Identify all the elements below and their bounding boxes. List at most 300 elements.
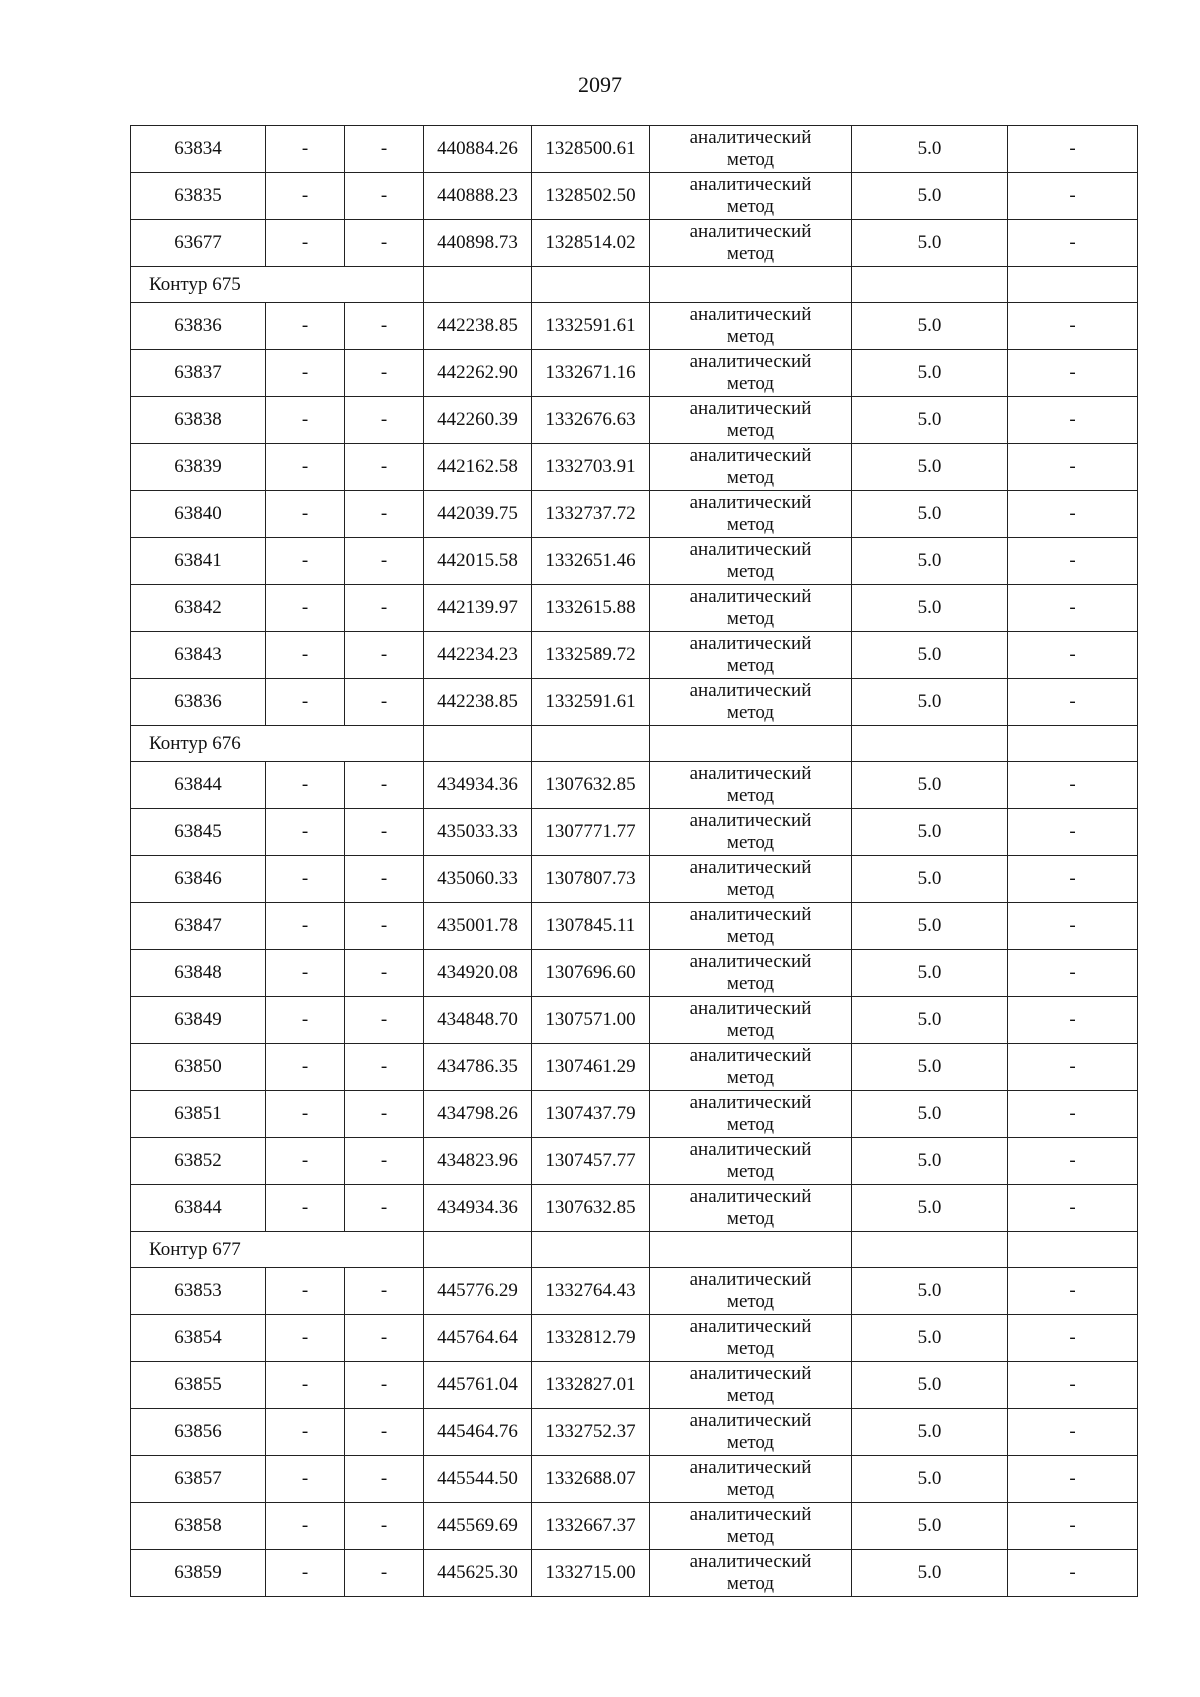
note-cell: - — [1008, 1138, 1138, 1185]
dash-cell: - — [266, 350, 345, 397]
dash-cell: - — [345, 1185, 424, 1232]
method-line-1: аналитический — [689, 398, 812, 419]
dash-cell: - — [266, 1091, 345, 1138]
dash-cell: - — [266, 1362, 345, 1409]
method-line-2: метод — [726, 1161, 775, 1182]
point-id-cell: 63834 — [131, 126, 266, 173]
table-row — [131, 585, 1138, 632]
x-coordinate-cell: 442162.58 — [424, 444, 532, 491]
accuracy-cell: 5.0 — [852, 444, 1008, 491]
dash-cell: - — [345, 997, 424, 1044]
y-coordinate-cell: 1332671.16 — [532, 350, 650, 397]
point-id-cell: 63841 — [131, 538, 266, 585]
note-cell: - — [1008, 444, 1138, 491]
table-row — [131, 632, 1138, 679]
note-cell: - — [1008, 1550, 1138, 1597]
table-row — [131, 1091, 1138, 1138]
dash-cell: - — [266, 538, 345, 585]
dash-cell: - — [345, 491, 424, 538]
dash-cell: - — [345, 444, 424, 491]
method-cell — [650, 126, 852, 173]
table-row — [131, 1409, 1138, 1456]
table-row — [131, 350, 1138, 397]
note-cell: - — [1008, 1409, 1138, 1456]
method-line-2: метод — [726, 373, 775, 394]
method-line-2: метод — [726, 561, 775, 582]
table-row — [131, 303, 1138, 350]
point-id-cell: 63844 — [131, 762, 266, 809]
coordinates-table — [130, 125, 1138, 1597]
method-cell — [650, 809, 852, 856]
empty-cell — [424, 1232, 532, 1268]
method-line-2: метод — [726, 514, 775, 535]
method-line-2: метод — [726, 655, 775, 676]
method-line-1: аналитический — [689, 951, 812, 972]
table-row — [131, 856, 1138, 903]
method-cell — [650, 950, 852, 997]
note-cell: - — [1008, 903, 1138, 950]
y-coordinate-cell: 1307632.85 — [532, 762, 650, 809]
point-id-cell: 63835 — [131, 173, 266, 220]
method-cell — [650, 1550, 852, 1597]
point-id-cell: 63847 — [131, 903, 266, 950]
y-coordinate-cell: 1332737.72 — [532, 491, 650, 538]
dash-cell: - — [345, 950, 424, 997]
table-row — [131, 1550, 1138, 1597]
y-coordinate-cell: 1332688.07 — [532, 1456, 650, 1503]
dash-cell: - — [345, 1091, 424, 1138]
method-cell — [650, 585, 852, 632]
method-line-2: метод — [726, 1479, 775, 1500]
note-cell: - — [1008, 950, 1138, 997]
point-id-cell: 63857 — [131, 1456, 266, 1503]
x-coordinate-cell: 442015.58 — [424, 538, 532, 585]
empty-cell — [532, 726, 650, 762]
dash-cell: - — [266, 444, 345, 491]
x-coordinate-cell: 440884.26 — [424, 126, 532, 173]
method-line-1: аналитический — [689, 857, 812, 878]
x-coordinate-cell: 445544.50 — [424, 1456, 532, 1503]
y-coordinate-cell: 1307437.79 — [532, 1091, 650, 1138]
accuracy-cell: 5.0 — [852, 173, 1008, 220]
method-line-2: метод — [726, 1338, 775, 1359]
note-cell: - — [1008, 491, 1138, 538]
table-row — [131, 1315, 1138, 1362]
accuracy-cell: 5.0 — [852, 997, 1008, 1044]
contour-label: Контур 675 — [131, 267, 424, 303]
x-coordinate-cell: 442238.85 — [424, 303, 532, 350]
contour-header-row — [131, 726, 1138, 762]
x-coordinate-cell: 445764.64 — [424, 1315, 532, 1362]
y-coordinate-cell: 1332651.46 — [532, 538, 650, 585]
table-row — [131, 1044, 1138, 1091]
dash-cell: - — [345, 173, 424, 220]
x-coordinate-cell: 445569.69 — [424, 1503, 532, 1550]
dash-cell: - — [266, 126, 345, 173]
y-coordinate-cell: 1307457.77 — [532, 1138, 650, 1185]
accuracy-cell: 5.0 — [852, 1550, 1008, 1597]
dash-cell: - — [266, 762, 345, 809]
method-line-1: аналитический — [689, 998, 812, 1019]
method-cell — [650, 1044, 852, 1091]
method-line-2: метод — [726, 326, 775, 347]
y-coordinate-cell: 1307571.00 — [532, 997, 650, 1044]
method-line-1: аналитический — [689, 1316, 812, 1337]
dash-cell: - — [345, 632, 424, 679]
x-coordinate-cell: 440898.73 — [424, 220, 532, 267]
dash-cell: - — [266, 1550, 345, 1597]
method-line-2: метод — [726, 832, 775, 853]
method-line-1: аналитический — [689, 351, 812, 372]
point-id-cell: 63850 — [131, 1044, 266, 1091]
method-line-2: метод — [726, 1208, 775, 1229]
accuracy-cell: 5.0 — [852, 1091, 1008, 1138]
x-coordinate-cell: 442234.23 — [424, 632, 532, 679]
note-cell: - — [1008, 538, 1138, 585]
empty-cell — [852, 726, 1008, 762]
dash-cell: - — [266, 1409, 345, 1456]
y-coordinate-cell: 1307845.11 — [532, 903, 650, 950]
accuracy-cell: 5.0 — [852, 126, 1008, 173]
method-cell — [650, 1091, 852, 1138]
x-coordinate-cell: 445776.29 — [424, 1268, 532, 1315]
y-coordinate-cell: 1307696.60 — [532, 950, 650, 997]
point-id-cell: 63848 — [131, 950, 266, 997]
dash-cell: - — [266, 1185, 345, 1232]
table-row — [131, 1456, 1138, 1503]
method-line-1: аналитический — [689, 810, 812, 831]
dash-cell: - — [345, 1456, 424, 1503]
method-cell — [650, 444, 852, 491]
method-line-2: метод — [726, 1114, 775, 1135]
point-id-cell: 63853 — [131, 1268, 266, 1315]
method-cell — [650, 1503, 852, 1550]
method-line-1: аналитический — [689, 680, 812, 701]
dash-cell: - — [266, 903, 345, 950]
y-coordinate-cell: 1332715.00 — [532, 1550, 650, 1597]
y-coordinate-cell: 1332676.63 — [532, 397, 650, 444]
accuracy-cell: 5.0 — [852, 1456, 1008, 1503]
x-coordinate-cell: 445625.30 — [424, 1550, 532, 1597]
y-coordinate-cell: 1328502.50 — [532, 173, 650, 220]
table-row — [131, 173, 1138, 220]
note-cell: - — [1008, 679, 1138, 726]
method-line-1: аналитический — [689, 586, 812, 607]
y-coordinate-cell: 1328514.02 — [532, 220, 650, 267]
point-id-cell: 63837 — [131, 350, 266, 397]
dash-cell: - — [266, 1268, 345, 1315]
note-cell: - — [1008, 173, 1138, 220]
dash-cell: - — [345, 1409, 424, 1456]
dash-cell: - — [266, 997, 345, 1044]
method-line-1: аналитический — [689, 445, 812, 466]
note-cell: - — [1008, 809, 1138, 856]
empty-cell — [424, 726, 532, 762]
note-cell: - — [1008, 585, 1138, 632]
point-id-cell: 63836 — [131, 679, 266, 726]
note-cell: - — [1008, 762, 1138, 809]
method-line-1: аналитический — [689, 304, 812, 325]
point-id-cell: 63859 — [131, 1550, 266, 1597]
method-line-1: аналитический — [689, 904, 812, 925]
note-cell: - — [1008, 1315, 1138, 1362]
dash-cell: - — [345, 350, 424, 397]
empty-cell — [1008, 1232, 1138, 1268]
dash-cell: - — [345, 1044, 424, 1091]
empty-cell — [650, 1232, 852, 1268]
accuracy-cell: 5.0 — [852, 1138, 1008, 1185]
method-line-1: аналитический — [689, 1092, 812, 1113]
dash-cell: - — [345, 220, 424, 267]
dash-cell: - — [266, 1503, 345, 1550]
method-line-1: аналитический — [689, 221, 812, 242]
accuracy-cell: 5.0 — [852, 809, 1008, 856]
table-row — [131, 1138, 1138, 1185]
method-cell — [650, 1362, 852, 1409]
accuracy-cell: 5.0 — [852, 1044, 1008, 1091]
point-id-cell: 63842 — [131, 585, 266, 632]
table-row — [131, 1503, 1138, 1550]
method-line-2: метод — [726, 608, 775, 629]
note-cell: - — [1008, 220, 1138, 267]
note-cell: - — [1008, 1456, 1138, 1503]
method-cell — [650, 1138, 852, 1185]
x-coordinate-cell: 442039.75 — [424, 491, 532, 538]
accuracy-cell: 5.0 — [852, 220, 1008, 267]
method-line-1: аналитический — [689, 633, 812, 654]
contour-header-row — [131, 1232, 1138, 1268]
table-row — [131, 950, 1138, 997]
x-coordinate-cell: 435033.33 — [424, 809, 532, 856]
table-row — [131, 444, 1138, 491]
table-row — [131, 1185, 1138, 1232]
table-row — [131, 997, 1138, 1044]
x-coordinate-cell: 434848.70 — [424, 997, 532, 1044]
dash-cell: - — [345, 1503, 424, 1550]
table-row — [131, 809, 1138, 856]
y-coordinate-cell: 1307461.29 — [532, 1044, 650, 1091]
x-coordinate-cell: 434934.36 — [424, 1185, 532, 1232]
dash-cell: - — [266, 1138, 345, 1185]
table-row — [131, 538, 1138, 585]
table-row — [131, 1268, 1138, 1315]
dash-cell: - — [266, 679, 345, 726]
empty-cell — [852, 1232, 1008, 1268]
table-row — [131, 903, 1138, 950]
method-line-2: метод — [726, 702, 775, 723]
y-coordinate-cell: 1307807.73 — [532, 856, 650, 903]
point-id-cell: 63843 — [131, 632, 266, 679]
table-row — [131, 491, 1138, 538]
method-line-2: метод — [726, 1067, 775, 1088]
accuracy-cell: 5.0 — [852, 903, 1008, 950]
y-coordinate-cell: 1332703.91 — [532, 444, 650, 491]
dash-cell: - — [345, 1268, 424, 1315]
dash-cell: - — [266, 303, 345, 350]
method-line-1: аналитический — [689, 174, 812, 195]
method-line-2: метод — [726, 1573, 775, 1594]
contour-label: Контур 676 — [131, 726, 424, 762]
note-cell: - — [1008, 350, 1138, 397]
y-coordinate-cell: 1307771.77 — [532, 809, 650, 856]
method-line-2: метод — [726, 196, 775, 217]
dash-cell: - — [345, 679, 424, 726]
note-cell: - — [1008, 1185, 1138, 1232]
y-coordinate-cell: 1332827.01 — [532, 1362, 650, 1409]
dash-cell: - — [266, 173, 345, 220]
point-id-cell: 63840 — [131, 491, 266, 538]
table-row — [131, 762, 1138, 809]
method-cell — [650, 679, 852, 726]
dash-cell: - — [345, 126, 424, 173]
dash-cell: - — [266, 397, 345, 444]
point-id-cell: 63854 — [131, 1315, 266, 1362]
table-row — [131, 1362, 1138, 1409]
method-cell — [650, 303, 852, 350]
method-line-1: аналитический — [689, 127, 812, 148]
note-cell: - — [1008, 303, 1138, 350]
note-cell: - — [1008, 632, 1138, 679]
point-id-cell: 63849 — [131, 997, 266, 1044]
y-coordinate-cell: 1307632.85 — [532, 1185, 650, 1232]
accuracy-cell: 5.0 — [852, 679, 1008, 726]
method-line-1: аналитический — [689, 1410, 812, 1431]
dash-cell: - — [345, 585, 424, 632]
dash-cell: - — [266, 856, 345, 903]
empty-cell — [1008, 267, 1138, 303]
x-coordinate-cell: 442139.97 — [424, 585, 532, 632]
dash-cell: - — [266, 1315, 345, 1362]
method-cell — [650, 491, 852, 538]
accuracy-cell: 5.0 — [852, 1409, 1008, 1456]
dash-cell: - — [345, 1315, 424, 1362]
point-id-cell: 63839 — [131, 444, 266, 491]
empty-cell — [424, 267, 532, 303]
dash-cell: - — [266, 491, 345, 538]
y-coordinate-cell: 1332752.37 — [532, 1409, 650, 1456]
method-cell — [650, 856, 852, 903]
method-cell — [650, 220, 852, 267]
x-coordinate-cell: 442262.90 — [424, 350, 532, 397]
method-cell — [650, 350, 852, 397]
point-id-cell: 63844 — [131, 1185, 266, 1232]
method-line-2: метод — [726, 1526, 775, 1547]
dash-cell: - — [345, 303, 424, 350]
y-coordinate-cell: 1332615.88 — [532, 585, 650, 632]
point-id-cell: 63838 — [131, 397, 266, 444]
page-number: 2097 — [578, 72, 622, 97]
method-line-1: аналитический — [689, 1551, 812, 1572]
contour-label: Контур 677 — [131, 1232, 424, 1268]
x-coordinate-cell: 442260.39 — [424, 397, 532, 444]
x-coordinate-cell: 435060.33 — [424, 856, 532, 903]
accuracy-cell: 5.0 — [852, 1268, 1008, 1315]
point-id-cell: 63858 — [131, 1503, 266, 1550]
x-coordinate-cell: 440888.23 — [424, 173, 532, 220]
dash-cell: - — [266, 585, 345, 632]
dash-cell: - — [266, 1044, 345, 1091]
y-coordinate-cell: 1332591.61 — [532, 303, 650, 350]
accuracy-cell: 5.0 — [852, 538, 1008, 585]
table-row — [131, 397, 1138, 444]
empty-cell — [852, 267, 1008, 303]
dash-cell: - — [345, 538, 424, 585]
method-line-1: аналитический — [689, 1139, 812, 1160]
table-row — [131, 679, 1138, 726]
method-line-2: метод — [726, 1291, 775, 1312]
method-cell — [650, 173, 852, 220]
accuracy-cell: 5.0 — [852, 1503, 1008, 1550]
note-cell: - — [1008, 1044, 1138, 1091]
dash-cell: - — [266, 220, 345, 267]
note-cell: - — [1008, 1362, 1138, 1409]
table-row — [131, 126, 1138, 173]
method-cell — [650, 762, 852, 809]
method-line-1: аналитический — [689, 763, 812, 784]
x-coordinate-cell: 442238.85 — [424, 679, 532, 726]
method-line-2: метод — [726, 1432, 775, 1453]
x-coordinate-cell: 435001.78 — [424, 903, 532, 950]
method-line-2: метод — [726, 149, 775, 170]
method-line-2: метод — [726, 1020, 775, 1041]
method-cell — [650, 397, 852, 444]
y-coordinate-cell: 1332589.72 — [532, 632, 650, 679]
method-line-1: аналитический — [689, 1186, 812, 1207]
y-coordinate-cell: 1332667.37 — [532, 1503, 650, 1550]
accuracy-cell: 5.0 — [852, 762, 1008, 809]
point-id-cell: 63845 — [131, 809, 266, 856]
note-cell: - — [1008, 856, 1138, 903]
note-cell: - — [1008, 126, 1138, 173]
method-cell — [650, 538, 852, 585]
dash-cell: - — [266, 950, 345, 997]
dash-cell: - — [345, 809, 424, 856]
accuracy-cell: 5.0 — [852, 950, 1008, 997]
empty-cell — [532, 267, 650, 303]
y-coordinate-cell: 1332764.43 — [532, 1268, 650, 1315]
dash-cell: - — [345, 903, 424, 950]
x-coordinate-cell: 434823.96 — [424, 1138, 532, 1185]
x-coordinate-cell: 445761.04 — [424, 1362, 532, 1409]
note-cell: - — [1008, 1503, 1138, 1550]
y-coordinate-cell: 1332591.61 — [532, 679, 650, 726]
x-coordinate-cell: 445464.76 — [424, 1409, 532, 1456]
method-line-2: метод — [726, 785, 775, 806]
method-cell — [650, 1315, 852, 1362]
point-id-cell: 63851 — [131, 1091, 266, 1138]
empty-cell — [650, 726, 852, 762]
method-cell — [650, 1268, 852, 1315]
method-cell — [650, 903, 852, 950]
accuracy-cell: 5.0 — [852, 856, 1008, 903]
accuracy-cell: 5.0 — [852, 397, 1008, 444]
point-id-cell: 63836 — [131, 303, 266, 350]
note-cell: - — [1008, 1091, 1138, 1138]
accuracy-cell: 5.0 — [852, 303, 1008, 350]
table-row — [131, 220, 1138, 267]
accuracy-cell: 5.0 — [852, 1185, 1008, 1232]
y-coordinate-cell: 1332812.79 — [532, 1315, 650, 1362]
method-cell — [650, 1456, 852, 1503]
method-line-1: аналитический — [689, 1504, 812, 1525]
accuracy-cell: 5.0 — [852, 585, 1008, 632]
method-line-2: метод — [726, 926, 775, 947]
x-coordinate-cell: 434786.35 — [424, 1044, 532, 1091]
method-line-1: аналитический — [689, 1269, 812, 1290]
point-id-cell: 63846 — [131, 856, 266, 903]
point-id-cell: 63855 — [131, 1362, 266, 1409]
note-cell: - — [1008, 397, 1138, 444]
